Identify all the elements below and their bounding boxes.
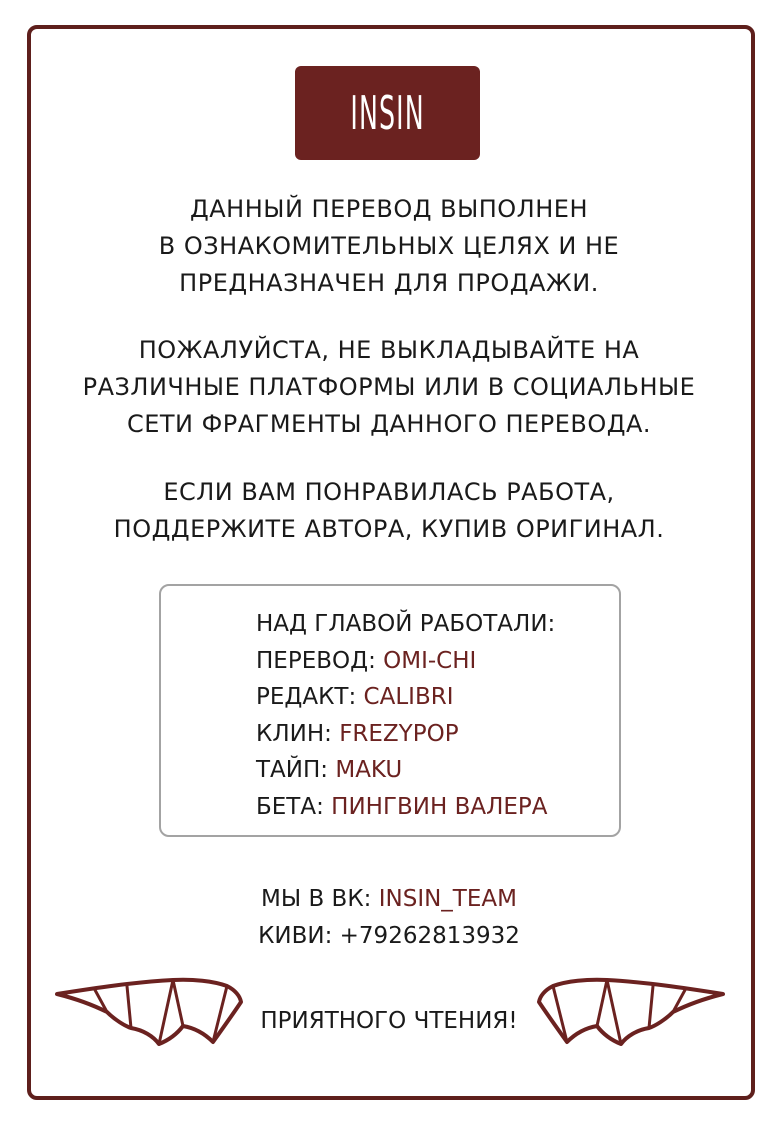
- contacts: [60, 881, 718, 955]
- qiwi-contact: [60, 918, 718, 955]
- credit-role: КЛИН:: [256, 720, 340, 747]
- support-line: ЕСЛИ ВАМ ПОНРАВИЛАСЬ РАБОТА,: [163, 478, 615, 506]
- vk-label: МЫ В ВК:: [261, 886, 379, 912]
- credit-row: [256, 716, 619, 753]
- credit-row: [256, 789, 619, 826]
- credit-row: [256, 752, 619, 789]
- disclaimer-line: В ОЗНАКОМИТЕЛЬНЫХ ЦЕЛЯХ И НЕ: [158, 232, 620, 260]
- vk-contact: [60, 881, 718, 918]
- credit-name: CALIBRI: [363, 684, 454, 710]
- request-line: ПОЖАЛУЙСТА, НЕ ВЫКЛАДЫВАЙТЕ НА: [138, 336, 640, 364]
- disclaimer-line: ДАННЫЙ ПЕРЕВОД ВЫПОЛНЕН: [190, 195, 588, 223]
- request-line: СЕТИ ФРАГМЕНТЫ ДАННОГО ПЕРЕВОДА.: [126, 410, 652, 438]
- credits-heading: НАД ГЛАВОЙ РАБОТАЛИ:: [256, 611, 556, 637]
- credit-row: [256, 679, 619, 716]
- qiwi-label: КИВИ:: [258, 923, 340, 949]
- support-line: ПОДДЕРЖИТЕ АВТОРА, КУПИВ ОРИГИНАЛ.: [113, 515, 665, 543]
- request-text: [60, 332, 718, 443]
- support-text: [60, 474, 718, 548]
- qiwi-number: +79262813932: [339, 923, 520, 949]
- disclaimer-text: [60, 191, 718, 302]
- credit-row: [256, 643, 619, 680]
- vk-link[interactable]: INSIN_TEAM: [378, 886, 517, 912]
- insin-logo: [295, 66, 480, 160]
- disclaimer-line: ПРЕДНАЗНАЧЕН ДЛЯ ПРОДАЖИ.: [179, 269, 599, 297]
- credit-name: MAKU: [335, 757, 403, 783]
- credit-name: ПИНГВИН ВАЛЕРА: [331, 793, 548, 820]
- credit-role: РЕДАКТ:: [256, 684, 364, 710]
- credit-name: FREZYPOP: [339, 720, 459, 747]
- credits-box: [159, 584, 621, 837]
- credit-name: OMI-CHI: [383, 647, 477, 674]
- logo-text: INSIN: [350, 86, 425, 140]
- credit-role: БЕТА:: [256, 793, 332, 820]
- credit-role: ПЕРЕВОД:: [256, 647, 384, 674]
- credit-role: ТАЙП:: [256, 757, 336, 783]
- closing-text: ПРИЯТНОГО ЧТЕНИЯ!: [260, 1008, 518, 1034]
- request-line: РАЗЛИЧНЫЕ ПЛАТФОРМЫ ИЛИ В СОЦИАЛЬНЫЕ: [82, 373, 696, 401]
